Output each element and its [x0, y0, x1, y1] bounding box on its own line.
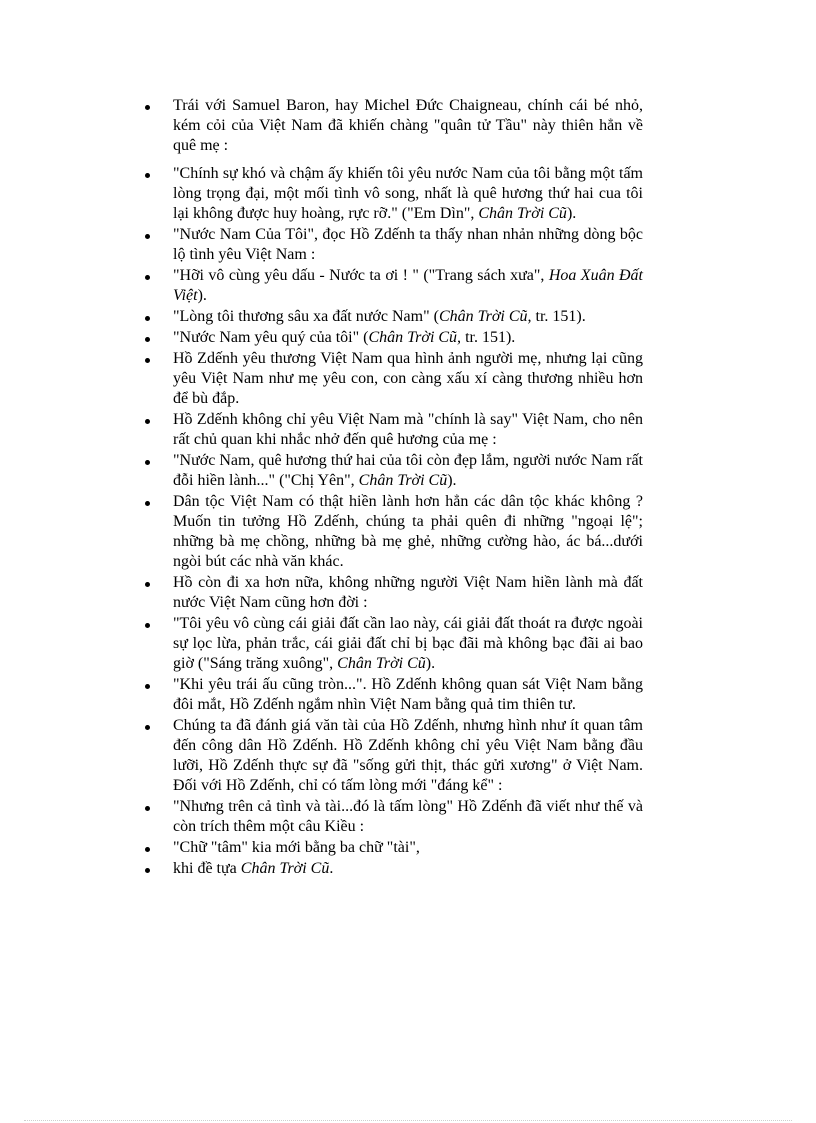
list-item: "Khi yêu trái ấu cũng tròn...". Hồ Zdếnh không quan sát Việt Nam bằng đôi mắt, Hồ Zdếnh ngắm nhìn Việt Nam bằng quả tim thiên tư.	[143, 675, 643, 715]
list-item: Chúng ta đã đánh giá văn tài của Hồ Zdếnh, nhưng hình như ít quan tâm đến công dân Hồ Zdếnh. Hồ Zdếnh không chỉ yêu Việt Nam bằng đầu lưỡi, Hồ Zdếnh thực sự đã "sống gửi thịt, thác gửi xương" ở Việt Nam. Đối với Hồ Zdếnh, chỉ có tấm lòng mới "đáng kể" :	[143, 716, 643, 796]
footer-divider	[24, 1120, 792, 1121]
list-item: Dân tộc Việt Nam có thật hiền lành hơn hẳn các dân tộc khác không ? Muốn tin tưởng Hồ Zdếnh, chúng ta phải quên đi những "ngoại lệ"; những bà mẹ chồng, những bà mẹ ghẻ, những cường hào, ác bá...dưới ngòi bút các nhà văn khác.	[143, 492, 643, 572]
list-item: "Hỡi vô cùng yêu dấu - Nước ta ơi ! " ("Trang sách xưa", Hoa Xuân Đất Việt).	[143, 266, 643, 306]
bullet-list	[143, 96, 643, 880]
list-item: Hồ còn đi xa hơn nữa, không những người Việt Nam hiền lành mà đất nước Việt Nam cũng hơn đời :	[143, 573, 643, 613]
list-item: "Lòng tôi thương sâu xa đất nước Nam" (Chân Trời Cũ, tr. 151).	[143, 307, 643, 327]
list-item: "Chữ "tâm" kia mới bằng ba chữ "tài",	[143, 838, 643, 858]
list-item: "Tôi yêu vô cùng cái giải đất cần lao này, cái giải đất thoát ra được ngoài sự lọc lừa, phản trắc, cái giải đất chỉ bị bạc đãi mà không bạc đãi ai bao giờ ("Sáng trăng xuông", Chân Trời Cũ).	[143, 614, 643, 674]
list-item: khi đề tựa Chân Trời Cũ.	[143, 859, 643, 879]
list-item: "Nhưng trên cả tình và tài...đó là tấm lòng" Hồ Zdếnh đã viết như thế và còn trích thêm một câu Kiều :	[143, 797, 643, 837]
list-item: Trái với Samuel Baron, hay Michel Đức Chaigneau, chính cái bé nhỏ, kém cỏi của Việt Nam đã khiến chàng "quân tử Tầu" này thiên hẳn về quê mẹ :	[143, 96, 643, 156]
list-item: Hồ Zdếnh yêu thương Việt Nam qua hình ảnh người mẹ, nhưng lại cũng yêu Việt Nam như mẹ yêu con, con càng xấu xí càng thương nhiều hơn để bù đắp.	[143, 349, 643, 409]
list-item: "Chính sự khó và chậm ấy khiến tôi yêu nước Nam của tôi bằng một tấm lòng trọng đại, một mối tình vô song, nhất là quê hương thứ hai cua tôi lại không được huy hoàng, rực rỡ." ("Em Dìn", Chân Trời Cũ).	[143, 164, 643, 224]
list-item: "Nước Nam yêu quý của tôi" (Chân Trời Cũ, tr. 151).	[143, 328, 643, 348]
list-item: "Nước Nam, quê hương thứ hai của tôi còn đẹp lắm, người nước Nam rất đỗi hiền lành..." ("Chị Yên", Chân Trời Cũ).	[143, 451, 643, 491]
list-item: "Nước Nam Của Tôi", đọc Hồ Zdếnh ta thấy nhan nhản những dòng bộc lộ tình yêu Việt Nam :	[143, 225, 643, 265]
list-item: Hồ Zdếnh không chỉ yêu Việt Nam mà "chính là say" Việt Nam, cho nên rất chủ quan khi nhắc nhở đến quê hương của mẹ :	[143, 410, 643, 450]
